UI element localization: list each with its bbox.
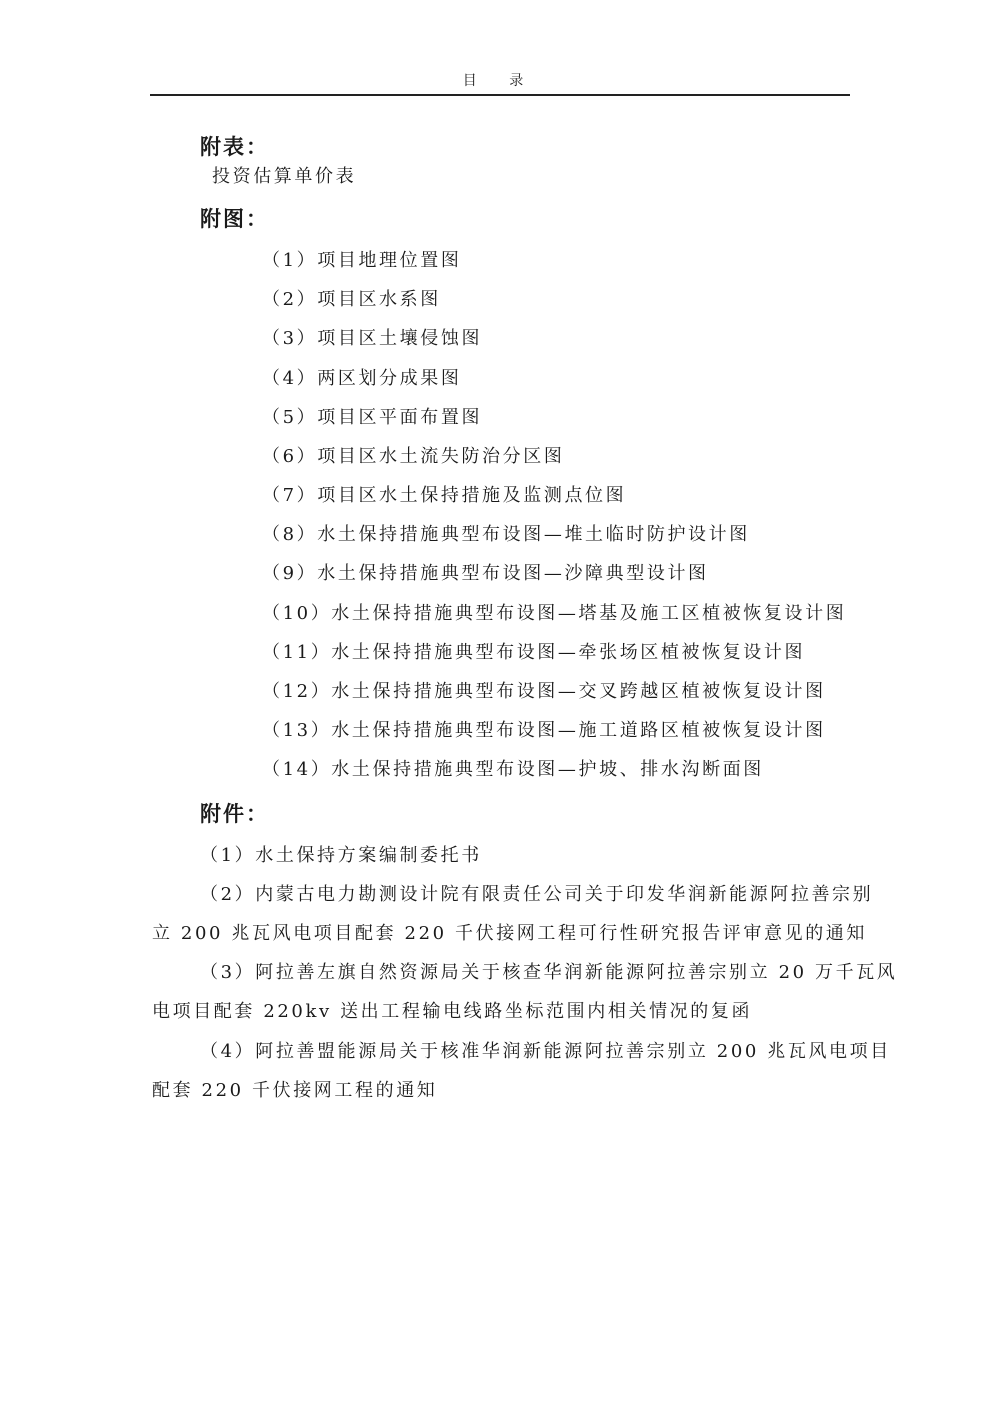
figure-item: （5）项目区平面布置图 [262,407,483,428]
figure-item: （8）水土保持措施典型布设图—堆土临时防护设计图 [262,524,750,545]
figure-item: （3）项目区土壤侵蚀图 [262,328,483,349]
figure-item: （12）水土保持措施典型布设图—交叉跨越区植被恢复设计图 [262,681,826,702]
figure-item: （14）水土保持措施典型布设图—护坡、排水沟断面图 [262,759,764,780]
figure-item: （4）两区划分成果图 [262,368,462,389]
figure-item: （9）水土保持措施典型布设图—沙障典型设计图 [262,563,709,584]
figure-item: （2）项目区水系图 [262,289,441,310]
attachment-item-continued: 立 200 兆瓦风电项目配套 220 千伏接网工程可行性研究报告评审意见的通知 [152,923,867,944]
figure-item: （10）水土保持措施典型布设图—塔基及施工区植被恢复设计图 [262,603,847,624]
attachments-heading: 附件： [200,801,269,826]
attachment-item: （2）内蒙古电力勘测设计院有限责任公司关于印发华润新能源阿拉善宗别 [200,884,874,905]
header-title: 目 录 [462,73,538,89]
attachment-item: （1）水土保持方案编制委托书 [200,845,482,866]
figure-item: （7）项目区水土保持措施及监测点位图 [262,485,627,506]
figure-item: （1）项目地理位置图 [262,250,462,271]
figure-item: （6）项目区水土流失防治分区图 [262,446,565,467]
page-header [150,70,850,96]
figure-item: （13）水土保持措施典型布设图—施工道路区植被恢复设计图 [262,720,826,741]
attachment-item: （4）阿拉善盟能源局关于核准华润新能源阿拉善宗别立 200 兆瓦风电项目 [200,1041,891,1062]
figures-heading: 附图： [200,206,269,231]
figure-item: （11）水土保持措施典型布设图—牵张场区植被恢复设计图 [262,642,806,663]
tables-heading: 附表： [200,134,269,159]
attachment-item-continued: 电项目配套 220kv 送出工程输电线路坐标范围内相关情况的复函 [152,1001,753,1022]
attachment-item: （3）阿拉善左旗自然资源局关于核查华润新能源阿拉善宗别立 20 万千瓦风 [200,962,898,983]
attachment-item-continued: 配套 220 千伏接网工程的通知 [152,1080,438,1101]
table-item: 投资估算单价表 [212,166,357,187]
